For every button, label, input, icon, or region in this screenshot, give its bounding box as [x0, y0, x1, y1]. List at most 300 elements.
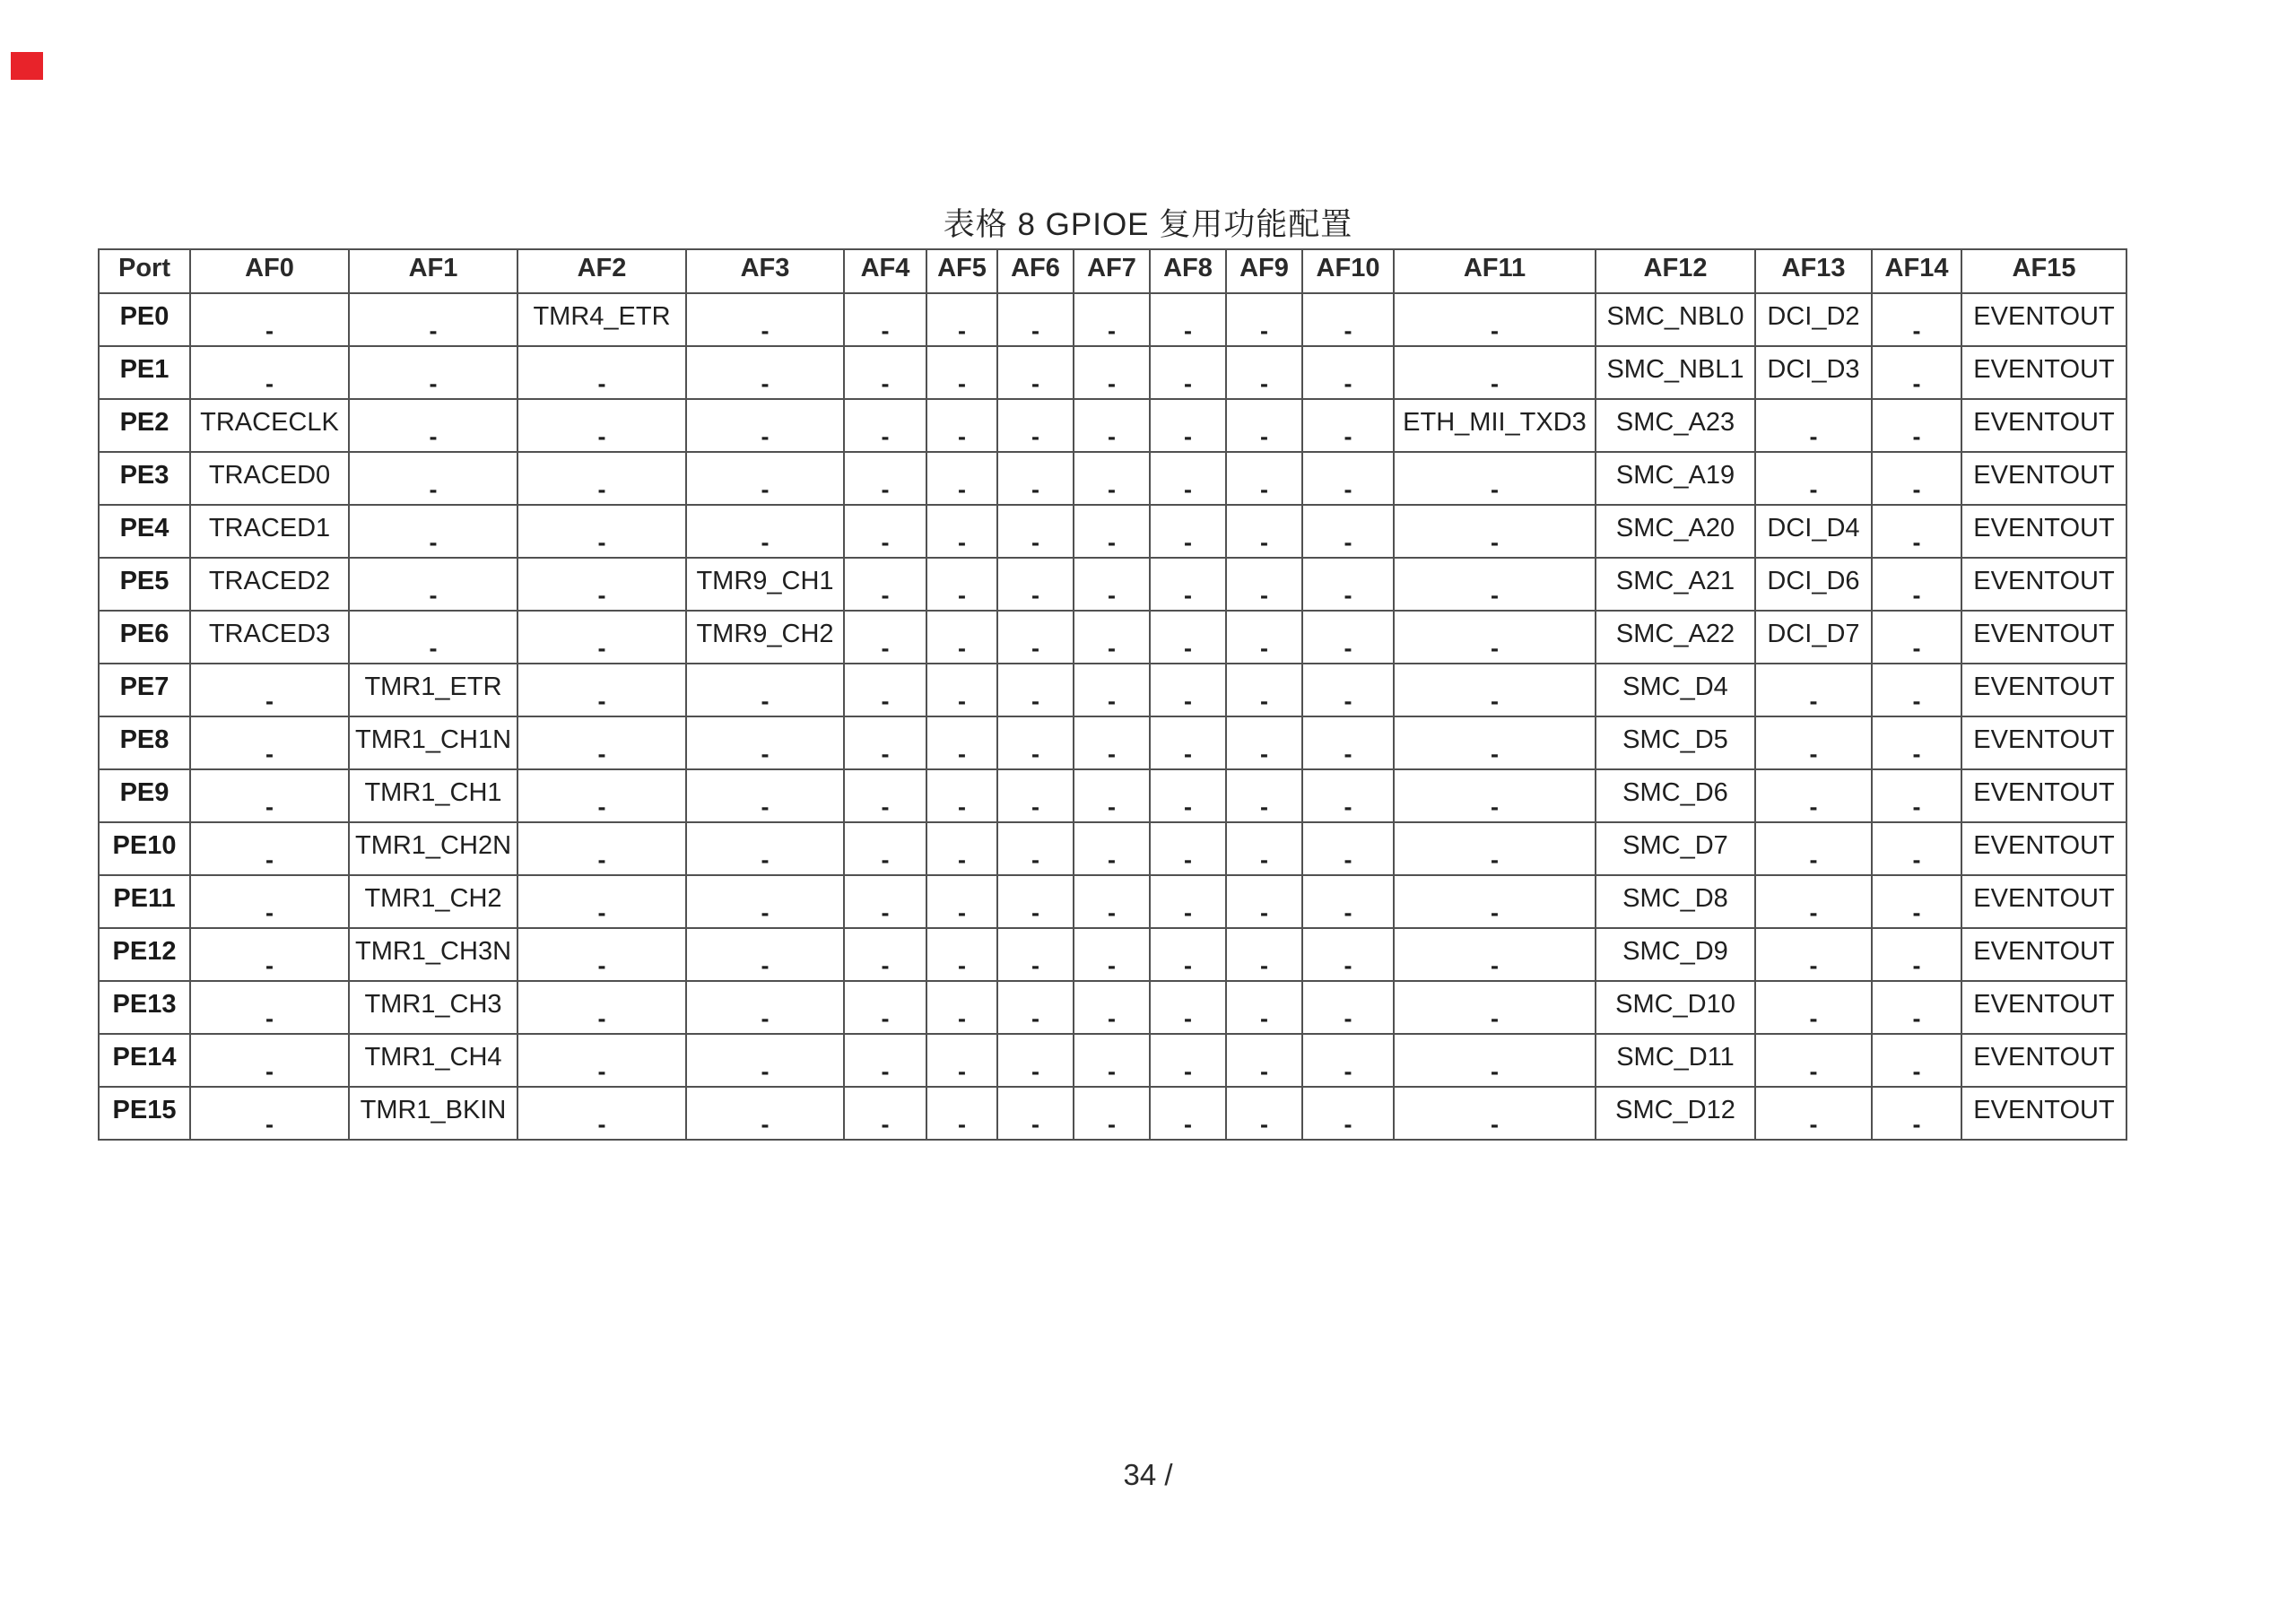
- af-cell-empty: -: [1150, 293, 1226, 346]
- af-cell-empty: -: [1226, 822, 1302, 875]
- af-cell-empty: -: [844, 875, 926, 928]
- af-cell-empty: -: [349, 346, 517, 399]
- af-cell-empty: -: [686, 1034, 844, 1087]
- af-cell: SMC_D9: [1596, 928, 1755, 981]
- af-cell-empty: -: [1074, 346, 1150, 399]
- af-cell: SMC_D10: [1596, 981, 1755, 1034]
- af-cell-empty: -: [1302, 769, 1394, 822]
- af-cell-empty: -: [926, 875, 997, 928]
- af-cell-empty: -: [844, 505, 926, 558]
- af-cell-empty: -: [517, 505, 686, 558]
- af-cell-empty: -: [844, 611, 926, 664]
- af-cell-empty: -: [1755, 928, 1872, 981]
- af-cell: EVENTOUT: [1961, 769, 2126, 822]
- af-cell-empty: -: [349, 611, 517, 664]
- af-cell-empty: -: [926, 293, 997, 346]
- af-cell-empty: -: [1150, 875, 1226, 928]
- af-cell-empty: -: [997, 611, 1074, 664]
- af-cell-empty: -: [1226, 769, 1302, 822]
- column-header-af14: AF14: [1872, 249, 1961, 293]
- af-cell-empty: -: [1226, 558, 1302, 611]
- column-header-af13: AF13: [1755, 249, 1872, 293]
- af-cell-empty: -: [926, 452, 997, 505]
- af-cell-empty: -: [1074, 452, 1150, 505]
- af-cell-empty: -: [190, 981, 349, 1034]
- af-cell-empty: -: [1872, 558, 1961, 611]
- af-cell-empty: -: [926, 822, 997, 875]
- af-cell-empty: -: [1394, 875, 1596, 928]
- af-cell-empty: -: [1394, 505, 1596, 558]
- af-cell-empty: -: [349, 399, 517, 452]
- af-cell-empty: -: [1394, 293, 1596, 346]
- af-cell: SMC_D7: [1596, 822, 1755, 875]
- af-cell-empty: -: [1150, 769, 1226, 822]
- table-row-pe9: [99, 769, 2126, 822]
- af-cell-empty: -: [1074, 664, 1150, 716]
- af-cell-empty: -: [1302, 875, 1394, 928]
- af-cell-empty: -: [1872, 505, 1961, 558]
- af-cell: DCI_D2: [1755, 293, 1872, 346]
- port-cell: PE0: [99, 293, 190, 346]
- af-cell: SMC_D6: [1596, 769, 1755, 822]
- af-cell-empty: -: [1074, 822, 1150, 875]
- af-cell-empty: -: [997, 505, 1074, 558]
- column-header-port: Port: [99, 249, 190, 293]
- af-cell: SMC_NBL0: [1596, 293, 1755, 346]
- af-cell-empty: -: [1755, 452, 1872, 505]
- column-header-af7: AF7: [1074, 249, 1150, 293]
- af-cell: TMR1_BKIN: [349, 1087, 517, 1140]
- af-cell: TMR9_CH1: [686, 558, 844, 611]
- af-cell-empty: -: [1755, 822, 1872, 875]
- af-cell: DCI_D6: [1755, 558, 1872, 611]
- af-cell-empty: -: [1074, 981, 1150, 1034]
- af-cell-empty: -: [1226, 716, 1302, 769]
- af-cell-empty: -: [1074, 611, 1150, 664]
- af-cell-empty: -: [686, 875, 844, 928]
- af-cell: EVENTOUT: [1961, 346, 2126, 399]
- af-cell-empty: -: [1150, 505, 1226, 558]
- af-cell-empty: -: [1302, 611, 1394, 664]
- af-cell-empty: -: [1150, 664, 1226, 716]
- af-cell-empty: -: [1302, 558, 1394, 611]
- table-row-pe13: [99, 981, 2126, 1034]
- table-row-pe11: [99, 875, 2126, 928]
- column-header-af6: AF6: [997, 249, 1074, 293]
- table-row-pe0: [99, 293, 2126, 346]
- af-cell-empty: -: [1074, 769, 1150, 822]
- af-cell-empty: -: [517, 399, 686, 452]
- af-cell: EVENTOUT: [1961, 875, 2126, 928]
- port-cell: PE2: [99, 399, 190, 452]
- af-cell: TMR9_CH2: [686, 611, 844, 664]
- af-cell-empty: -: [686, 664, 844, 716]
- af-cell: TMR1_ETR: [349, 664, 517, 716]
- af-cell-empty: -: [1302, 505, 1394, 558]
- table-row-pe8: [99, 716, 2126, 769]
- af-cell-empty: -: [517, 1087, 686, 1140]
- port-cell: PE5: [99, 558, 190, 611]
- af-cell-empty: -: [997, 716, 1074, 769]
- table-row-pe12: [99, 928, 2126, 981]
- af-cell-empty: -: [1074, 558, 1150, 611]
- af-cell-empty: -: [926, 1034, 997, 1087]
- af-cell-empty: -: [1394, 769, 1596, 822]
- table-caption: 表格 8 GPIOE 复用功能配置: [943, 207, 1353, 242]
- af-cell-empty: -: [349, 505, 517, 558]
- af-cell-empty: -: [997, 981, 1074, 1034]
- af-cell-empty: -: [1074, 875, 1150, 928]
- table-body: [99, 293, 2126, 1140]
- af-cell-empty: -: [844, 452, 926, 505]
- af-cell-empty: -: [190, 1087, 349, 1140]
- af-cell-empty: -: [926, 399, 997, 452]
- af-cell-empty: -: [997, 822, 1074, 875]
- af-cell: EVENTOUT: [1961, 611, 2126, 664]
- af-cell: DCI_D4: [1755, 505, 1872, 558]
- af-cell-empty: -: [844, 1087, 926, 1140]
- af-cell-empty: -: [1394, 452, 1596, 505]
- af-cell-empty: -: [1226, 293, 1302, 346]
- af-cell: TRACED0: [190, 452, 349, 505]
- af-cell: SMC_D5: [1596, 716, 1755, 769]
- af-cell-empty: -: [349, 452, 517, 505]
- column-header-af15: AF15: [1961, 249, 2126, 293]
- af-cell-empty: -: [517, 1034, 686, 1087]
- column-header-af5: AF5: [926, 249, 997, 293]
- af-cell: EVENTOUT: [1961, 1087, 2126, 1140]
- af-cell: EVENTOUT: [1961, 928, 2126, 981]
- af-cell-empty: -: [1226, 928, 1302, 981]
- af-cell: SMC_A21: [1596, 558, 1755, 611]
- af-cell: EVENTOUT: [1961, 822, 2126, 875]
- af-cell-empty: -: [1755, 716, 1872, 769]
- af-cell-empty: -: [1872, 1087, 1961, 1140]
- af-cell-empty: -: [517, 716, 686, 769]
- header-row: [99, 249, 2126, 293]
- af-cell-empty: -: [997, 293, 1074, 346]
- af-cell-empty: -: [517, 452, 686, 505]
- af-cell-empty: -: [1226, 1034, 1302, 1087]
- af-cell-empty: -: [1394, 346, 1596, 399]
- af-cell: SMC_A22: [1596, 611, 1755, 664]
- af-cell-empty: -: [1302, 822, 1394, 875]
- af-cell-empty: -: [926, 505, 997, 558]
- af-cell-empty: -: [1302, 981, 1394, 1034]
- af-cell-empty: -: [997, 346, 1074, 399]
- af-cell-empty: -: [686, 769, 844, 822]
- af-cell-empty: -: [1394, 716, 1596, 769]
- af-cell-empty: -: [997, 452, 1074, 505]
- af-cell-empty: -: [844, 664, 926, 716]
- page-number: 34 /: [1123, 1458, 1173, 1491]
- af-cell: EVENTOUT: [1961, 1034, 2126, 1087]
- af-cell-empty: -: [997, 1034, 1074, 1087]
- af-cell: EVENTOUT: [1961, 981, 2126, 1034]
- table-row-pe1: [99, 346, 2126, 399]
- column-header-af1: AF1: [349, 249, 517, 293]
- af-cell-empty: -: [1226, 875, 1302, 928]
- af-cell: TMR1_CH3N: [349, 928, 517, 981]
- gpioe-af-table: [98, 248, 2127, 1141]
- af-cell-empty: -: [1074, 399, 1150, 452]
- af-cell-empty: -: [1755, 1034, 1872, 1087]
- af-cell: DCI_D3: [1755, 346, 1872, 399]
- af-cell-empty: -: [997, 928, 1074, 981]
- af-cell-empty: -: [190, 346, 349, 399]
- af-cell-empty: -: [1394, 822, 1596, 875]
- column-header-af3: AF3: [686, 249, 844, 293]
- af-cell-empty: -: [926, 346, 997, 399]
- af-cell-empty: -: [1226, 452, 1302, 505]
- af-cell-empty: -: [1150, 399, 1226, 452]
- af-cell-empty: -: [926, 716, 997, 769]
- af-cell: TMR1_CH3: [349, 981, 517, 1034]
- column-header-af9: AF9: [1226, 249, 1302, 293]
- af-cell-empty: -: [686, 1087, 844, 1140]
- af-cell: TMR1_CH4: [349, 1034, 517, 1087]
- af-cell-empty: -: [1872, 928, 1961, 981]
- column-header-af10: AF10: [1302, 249, 1394, 293]
- red-marker: [11, 52, 43, 80]
- af-cell-empty: -: [686, 293, 844, 346]
- af-cell-empty: -: [1872, 875, 1961, 928]
- af-cell-empty: -: [1872, 346, 1961, 399]
- column-header-af0: AF0: [190, 249, 349, 293]
- af-cell: DCI_D7: [1755, 611, 1872, 664]
- af-cell-empty: -: [1872, 611, 1961, 664]
- port-cell: PE7: [99, 664, 190, 716]
- af-cell-empty: -: [517, 875, 686, 928]
- af-cell: TMR4_ETR: [517, 293, 686, 346]
- af-cell: EVENTOUT: [1961, 716, 2126, 769]
- af-cell: EVENTOUT: [1961, 505, 2126, 558]
- af-cell-empty: -: [1074, 1034, 1150, 1087]
- af-cell-empty: -: [1150, 611, 1226, 664]
- af-cell-empty: -: [1150, 346, 1226, 399]
- af-cell: SMC_NBL1: [1596, 346, 1755, 399]
- port-cell: PE14: [99, 1034, 190, 1087]
- table-row-pe3: [99, 452, 2126, 505]
- af-cell: EVENTOUT: [1961, 293, 2126, 346]
- af-cell-empty: -: [1074, 505, 1150, 558]
- af-cell-empty: -: [1872, 452, 1961, 505]
- table-row-pe14: [99, 1034, 2126, 1087]
- af-cell-empty: -: [686, 346, 844, 399]
- af-cell-empty: -: [844, 293, 926, 346]
- column-header-af11: AF11: [1394, 249, 1596, 293]
- af-cell: TMR1_CH1N: [349, 716, 517, 769]
- af-cell-empty: -: [844, 346, 926, 399]
- af-cell: SMC_A20: [1596, 505, 1755, 558]
- port-cell: PE4: [99, 505, 190, 558]
- af-cell-empty: -: [1394, 1034, 1596, 1087]
- af-cell-empty: -: [844, 716, 926, 769]
- af-cell-empty: -: [1150, 716, 1226, 769]
- af-cell-empty: -: [190, 716, 349, 769]
- af-cell-empty: -: [844, 399, 926, 452]
- af-cell-empty: -: [190, 664, 349, 716]
- af-cell-empty: -: [926, 558, 997, 611]
- af-cell-empty: -: [1872, 293, 1961, 346]
- af-cell-empty: -: [1394, 1087, 1596, 1140]
- af-cell-empty: -: [190, 875, 349, 928]
- af-cell-empty: -: [190, 928, 349, 981]
- port-cell: PE11: [99, 875, 190, 928]
- af-cell-empty: -: [844, 1034, 926, 1087]
- af-cell-empty: -: [1872, 716, 1961, 769]
- af-cell-empty: -: [844, 981, 926, 1034]
- af-cell-empty: -: [1150, 928, 1226, 981]
- table-row-pe15: [99, 1087, 2126, 1140]
- af-cell: SMC_A23: [1596, 399, 1755, 452]
- af-cell-empty: -: [997, 1087, 1074, 1140]
- af-cell-empty: -: [686, 399, 844, 452]
- af-cell-empty: -: [1872, 399, 1961, 452]
- af-cell: TMR1_CH1: [349, 769, 517, 822]
- column-header-af4: AF4: [844, 249, 926, 293]
- af-cell-empty: -: [1150, 981, 1226, 1034]
- af-cell-empty: -: [1074, 928, 1150, 981]
- af-cell-empty: -: [1755, 1087, 1872, 1140]
- af-cell-empty: -: [1394, 664, 1596, 716]
- port-cell: PE15: [99, 1087, 190, 1140]
- af-cell-empty: -: [190, 1034, 349, 1087]
- af-cell-empty: -: [1394, 928, 1596, 981]
- af-cell-empty: -: [517, 346, 686, 399]
- af-cell-empty: -: [1226, 346, 1302, 399]
- af-cell-empty: -: [1074, 716, 1150, 769]
- af-cell-empty: -: [926, 769, 997, 822]
- af-cell-empty: -: [190, 769, 349, 822]
- af-cell-empty: -: [1226, 1087, 1302, 1140]
- af-cell: TMR1_CH2N: [349, 822, 517, 875]
- af-cell-empty: -: [349, 293, 517, 346]
- table-row-pe10: [99, 822, 2126, 875]
- af-cell-empty: -: [1226, 505, 1302, 558]
- af-cell-empty: -: [190, 822, 349, 875]
- af-cell-empty: -: [686, 505, 844, 558]
- port-cell: PE9: [99, 769, 190, 822]
- port-cell: PE6: [99, 611, 190, 664]
- af-cell-empty: -: [1872, 769, 1961, 822]
- af-cell-empty: -: [517, 981, 686, 1034]
- af-cell-empty: -: [517, 822, 686, 875]
- af-cell-empty: -: [1872, 664, 1961, 716]
- af-cell-empty: -: [926, 928, 997, 981]
- af-cell-empty: -: [1150, 822, 1226, 875]
- af-cell-empty: -: [997, 664, 1074, 716]
- af-cell-empty: -: [1226, 664, 1302, 716]
- column-header-af2: AF2: [517, 249, 686, 293]
- af-cell-empty: -: [926, 1087, 997, 1140]
- af-cell-empty: -: [1755, 769, 1872, 822]
- af-cell: TMR1_CH2: [349, 875, 517, 928]
- af-cell-empty: -: [1755, 664, 1872, 716]
- af-cell-empty: -: [926, 664, 997, 716]
- af-cell: TRACECLK: [190, 399, 349, 452]
- port-cell: PE8: [99, 716, 190, 769]
- af-cell: ETH_MII_TXD3: [1394, 399, 1596, 452]
- af-cell-empty: -: [686, 822, 844, 875]
- af-cell: EVENTOUT: [1961, 399, 2126, 452]
- af-cell: SMC_D12: [1596, 1087, 1755, 1140]
- af-cell-empty: -: [1302, 1034, 1394, 1087]
- af-cell-empty: -: [1394, 611, 1596, 664]
- table-row-pe4: [99, 505, 2126, 558]
- af-cell-empty: -: [1302, 293, 1394, 346]
- af-cell: EVENTOUT: [1961, 664, 2126, 716]
- af-cell-empty: -: [926, 981, 997, 1034]
- af-cell-empty: -: [1226, 981, 1302, 1034]
- af-cell-empty: -: [1302, 928, 1394, 981]
- af-cell-empty: -: [1150, 558, 1226, 611]
- af-cell-empty: -: [1302, 1087, 1394, 1140]
- af-cell: EVENTOUT: [1961, 452, 2126, 505]
- af-cell-empty: -: [997, 558, 1074, 611]
- af-cell-empty: -: [926, 611, 997, 664]
- af-cell-empty: -: [686, 716, 844, 769]
- column-header-af12: AF12: [1596, 249, 1755, 293]
- af-cell: SMC_A19: [1596, 452, 1755, 505]
- af-cell-empty: -: [1074, 1087, 1150, 1140]
- af-cell: TRACED3: [190, 611, 349, 664]
- af-cell-empty: -: [1150, 1087, 1226, 1140]
- gpioe-af-table-container: [98, 248, 2127, 1141]
- af-cell-empty: -: [517, 664, 686, 716]
- af-cell-empty: -: [686, 981, 844, 1034]
- port-cell: PE13: [99, 981, 190, 1034]
- af-cell-empty: -: [1872, 822, 1961, 875]
- table-row-pe2: [99, 399, 2126, 452]
- af-cell-empty: -: [1302, 664, 1394, 716]
- af-cell: SMC_D8: [1596, 875, 1755, 928]
- port-cell: PE3: [99, 452, 190, 505]
- port-cell: PE12: [99, 928, 190, 981]
- column-header-af8: AF8: [1150, 249, 1226, 293]
- af-cell-empty: -: [844, 928, 926, 981]
- af-cell-empty: -: [517, 928, 686, 981]
- af-cell-empty: -: [1302, 346, 1394, 399]
- af-cell-empty: -: [1302, 452, 1394, 505]
- af-cell-empty: -: [1872, 1034, 1961, 1087]
- af-cell-empty: -: [997, 769, 1074, 822]
- af-cell-empty: -: [517, 558, 686, 611]
- af-cell-empty: -: [1755, 875, 1872, 928]
- af-cell-empty: -: [1302, 716, 1394, 769]
- table-row-pe7: [99, 664, 2126, 716]
- af-cell: SMC_D4: [1596, 664, 1755, 716]
- af-cell-empty: -: [190, 293, 349, 346]
- af-cell-empty: -: [997, 399, 1074, 452]
- af-cell-empty: -: [1074, 293, 1150, 346]
- af-cell-empty: -: [997, 875, 1074, 928]
- af-cell-empty: -: [1226, 399, 1302, 452]
- af-cell-empty: -: [517, 769, 686, 822]
- af-cell-empty: -: [1872, 981, 1961, 1034]
- af-cell: TRACED2: [190, 558, 349, 611]
- af-cell-empty: -: [1394, 981, 1596, 1034]
- af-cell-empty: -: [686, 452, 844, 505]
- af-cell-empty: -: [1150, 452, 1226, 505]
- af-cell-empty: -: [1150, 1034, 1226, 1087]
- af-cell-empty: -: [844, 822, 926, 875]
- af-cell: SMC_D11: [1596, 1034, 1755, 1087]
- port-cell: PE1: [99, 346, 190, 399]
- af-cell-empty: -: [844, 558, 926, 611]
- af-cell: TRACED1: [190, 505, 349, 558]
- af-cell: EVENTOUT: [1961, 558, 2126, 611]
